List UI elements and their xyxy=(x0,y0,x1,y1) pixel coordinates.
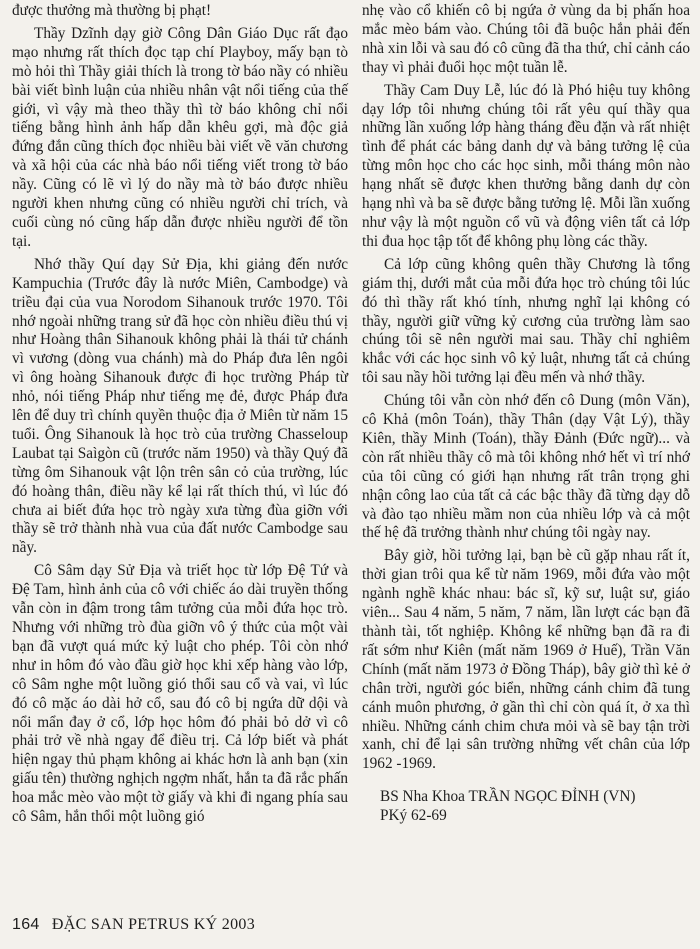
author-name: BS Nha Khoa TRẦN NGỌC ĐỈNH (VN) xyxy=(380,788,636,806)
page-footer xyxy=(12,916,255,934)
paragraph: Thầy Cam Duy Lễ, lúc đó là Phó hiệu tuy không dạy lớp tôi nhưng chúng tôi rất yêu quí thầy qua những lần xuống lớp hàng tháng đều đặn và rất nhiệt tình để phát các bảng danh dự và bảng tưởng lệ của từng môn học cho các học sinh, mỗi tháng môn nào hạng nhất sẽ được khen thưởng bằng danh dự còn hạng nhì và ba sẽ được bằng tưởng lệ. Mỗi lần xuống như vậy là một nguồn cổ vũ và động viên tất cả lớp thi đua học tập tốt để không phụ lòng các thầy. xyxy=(362,81,690,250)
author-signature xyxy=(362,788,690,826)
paragraph: Cả lớp cũng không quên thầy Chương là tổng giám thị, dưới mắt của mỗi đứa học trò chúng tôi lúc đó thì thầy rất khó tính, nhưng nghĩ lại không có thầy, người giữ vững kỷ cương của trường làm sao chúng tôi sẽ nên người mai sau. Thầy chỉ nghiêm khắc với các học sinh vô kỷ luật, nhưng tất cả chúng tôi sau nầy hồi tưởng lại đều mến và nhớ thầy. xyxy=(362,255,690,387)
paragraph: Thầy Dzĩnh dạy giờ Công Dân Giáo Dục rất đạo mạo nhưng rất thích đọc tạp chí Playboy, mấy bạn tò mò hỏi thì Thầy giải thích là trong tờ báo nầy có nhiều bài viết bình luận của nhiều nhân vật nổi tiếng của thế giới, vì vậy mà theo thầy thì tờ báo không chỉ nổi tiếng bằng hình ảnh hấp dẫn khêu gợi, mà độc giả đứng đắn cũng thích đọc nhiều bài viết về văn chương và xã hội của các nhà báo nổi tiếng viết trong tờ báo nầy. Cũng có lẽ vì lý do nầy mà tờ báo được nhiều người khen nhưng cũng có nhiều người chỉ trích, và cuối cùng nó cũng hấp dẫn được nhiều người để tồn tại. xyxy=(12,24,348,250)
page-number: 164 xyxy=(12,916,40,933)
left-column xyxy=(12,2,348,831)
paragraph: Bây giờ, hồi tưởng lại, bạn bè cũ gặp nhau rất ít, thời gian trôi qua kể từ năm 1969, mỗi đứa vào một ngành nghề khác nhau: bác sĩ, kỹ sư, luật sư, giáo viên... Sau 4 năm, 5 năm, 7 năm, lần lượt các bạn đã thành tài, tốt nghiệp. Không kể những bạn đã ra đi rất sớm như Kiên (mất năm 1969 ở Huế), Trần Văn Chính (mất năm 1973 ở Đồng Tháp), bây giờ thì kẻ ở chân trời, người góc biển, những cánh chim đã tung cánh muôn phương, ở gần thì chỉ còn quá ít, ở xa thì nhiều. Những cánh chim chưa mỏi và sẽ bay tận trời xanh, chỉ để lại sân trường những vết chân của lớp 1962 -1969. xyxy=(362,547,690,773)
paragraph: nhẹ vào cổ khiến cô bị ngứa ở vùng da bị phấn hoa mắc mèo bám vào. Chúng tôi đã buộc hắn phải đến nhà xin lỗi và sau đó cô cũng đã tha thứ, chỉ cảnh cáo thay vì phải đuổi học một tuần lễ. xyxy=(362,2,690,76)
right-column xyxy=(362,2,690,830)
paragraph: Chúng tôi vẫn còn nhớ đến cô Dung (môn Văn), cô Khả (môn Toán), thầy Thân (dạy Vật Lý), thầy Kiên, thầy Minh (Toán), thầy Đảnh (Đức ngữ)... và còn rất nhiều thầy cô mà tôi không nhớ hết vì trí nhớ của tôi cũng có giới hạn nhưng rất trân trọng ghi nhận công lao của tất cả các bậc thầy đã từng dạy dỗ và đào tạo nhiều mầm non của nhiều lớp và cả một thế hệ đã trưởng thành như chúng tôi ngày nay. xyxy=(362,392,690,542)
paragraph: được thưởng mà thường bị phạt! xyxy=(12,2,212,19)
paragraph: Cô Sâm dạy Sử Địa và triết học từ lớp Đệ Tứ và Đệ Tam, hình ảnh của cô với chiếc áo dài truyền thống vẫn còn in đậm trong tâm tưởng của mỗi đứa học trò. Nhưng với những trò đùa giỡn vô ý thức của một vài bạn đã vượt quá mức kỷ luật cho phép. Tôi còn nhớ như in hôm đó vào đầu giờ học khi xếp hàng vào lớp, cô Sâm nghe một luồng gió thổi sau cổ và vai, vì lúc đó cô mặc áo dài hở cổ, sau đó cô bị ngứa dữ dội và nổi mẩn đay ở cổ, lớp học hôm đó phải bỏ dở vì cô phải trở về nhà ngay để điều trị. Cả lớp biết và phát hiện ngay thủ phạm không ai khác hơn là anh bạn (xin giấu tên) thường nghịch ngợm nhất, hắn ta đã rắc phấn hoa mắc mèo vào một tờ giấy và khi đi ngang phía sau cô Sâm, hắn thổi một luồng gió xyxy=(12,562,348,826)
author-class: PKý 62-69 xyxy=(380,807,447,825)
paragraph: Nhớ thầy Quí dạy Sử Địa, khi giảng đến nước Kampuchia (Trước đây là nước Miên, Cambodge) và triều đại của vua Norodom Sihanouk trước 1970. Tôi nhớ ngoài những trang sử đã học còn nhiều điều thú vị như Hoàng thân Sihanouk không phải là thái tử chánh vì vương (dòng vua chánh) mà do Pháp đưa lên ngôi vì ông hoàng Sihanouk được đi học trường Pháp từ nhỏ, nói tiếng Pháp như tiếng mẹ đẻ, được Pháp đưa lên để duy trì chính quyền thuộc địa ở Miên từ năm 15 tuổi. Ông Sihanouk là học trò của trường Chasseloup Laubat tại Saìgòn cũ (trước năm 1950) và thầy Quý đã từng ôm Sihanouk vật lộn trên sân cỏ của trường, lúc đó hoàng thân, điều nầy kể lại rất thích thú, vì lúc đó chưa ai biết đứa học trò ngày xưa từng đùa giỡn với thầy sẽ trở thành nhà vua của đất nước Cambodge sau nầy. xyxy=(12,255,348,557)
publication-title: ĐẶC SAN PETRUS KÝ 2003 xyxy=(51,916,255,933)
